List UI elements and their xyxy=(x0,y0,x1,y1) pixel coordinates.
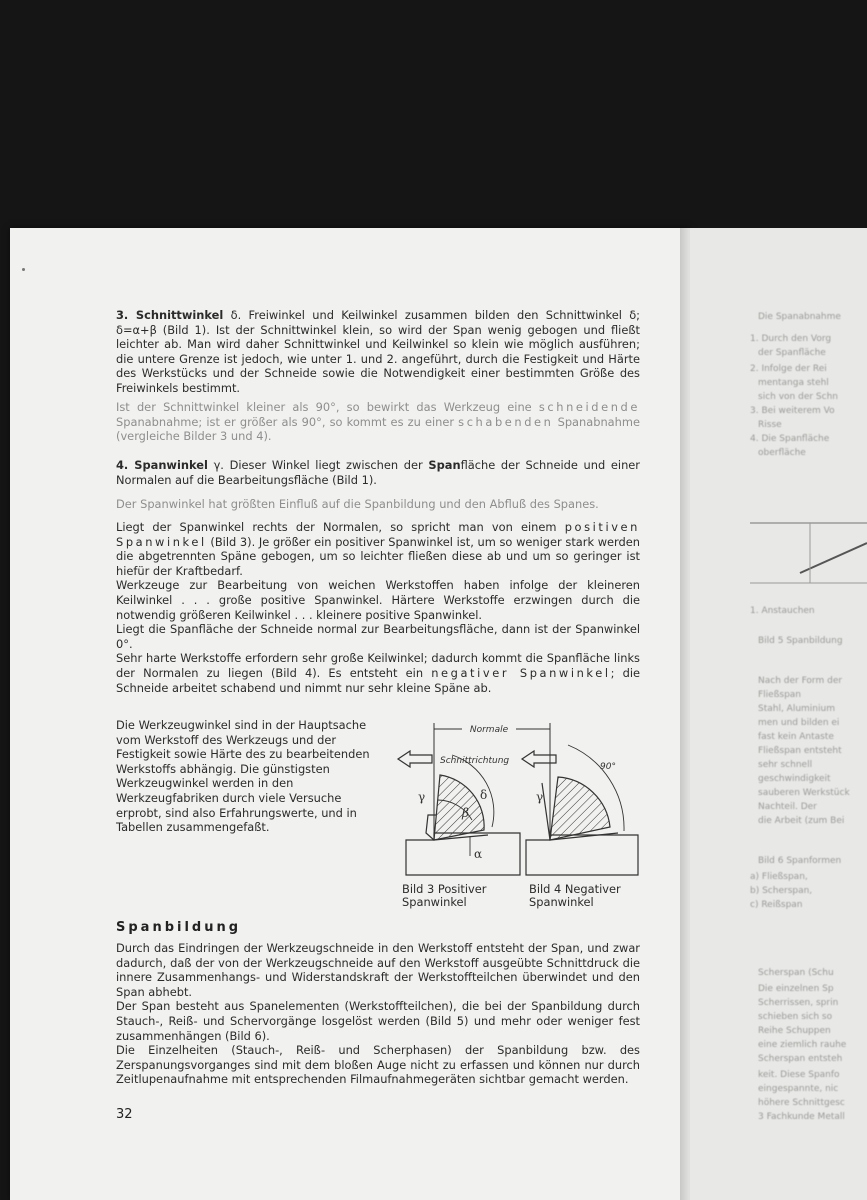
note-text: Ist der Schnittwinkel kleiner als 90°, so bewirkt das Werkzeug eine xyxy=(116,400,532,414)
right-page-fragment: oberfläche xyxy=(758,448,806,458)
spanbildung-p2: Der Span besteht aus Spanelementen (Werkstoffteilchen), die bei der Spanbildung durch Stauch-, Reiß- und Schervorgänge losgelöst werden (Bild 5) und mehr oder weniger fest zusammenhängen (Bild 6). xyxy=(116,999,640,1043)
section3-note xyxy=(116,400,640,444)
section4-bold: Span xyxy=(428,458,461,472)
label-gamma-4: γ xyxy=(536,790,544,804)
right-page-fragment: 2. Infolge der Rei xyxy=(750,364,827,374)
caption3-line2: Spanwinkel xyxy=(402,895,467,909)
tool-angle-figure xyxy=(392,715,652,885)
section4-p3: Liegt die Spanfläche der Schneide normal zur Bearbeitungsfläche, dann ist der Spanwinkel 0°. xyxy=(116,622,640,651)
right-page-fragment: Bild 5 Spanbildung xyxy=(758,636,843,646)
label-delta: δ xyxy=(480,788,488,802)
label-90: 90° xyxy=(600,762,616,772)
section3-title: 3. Schnittwinkel xyxy=(116,308,224,322)
right-page-fragment: die Arbeit (zum Bei xyxy=(758,816,845,826)
right-page-fragment: Nachteil. Der xyxy=(758,802,817,812)
section4-text: γ. Dieser Winkel liegt zwischen der xyxy=(213,458,423,472)
right-page-fragment: 4. Die Spanfläche xyxy=(750,434,830,444)
right-page-fragment: 3. Bei weiterem Vo xyxy=(750,406,835,416)
speck xyxy=(22,268,25,271)
right-page-fragment: der Spanfläche xyxy=(758,348,826,358)
section4-p1 xyxy=(116,520,640,578)
section3-text: δ. Freiwinkel und Keilwinkel zusammen bilden den Schnittwinkel δ; δ=α+β (Bild 1). Ist der Schnittwinkel klein, so wird der Span wenig gebogen und fließt leichter ab. Man wird daher Schnittwinkel und Keilwinkel so klein wie möglich ausführen; die untere Grenze ist jedoch, wie unter 1. und 2. angeführt, durch die Festigkeit und Härte des Werkstücks und der Schneide sowie die Notwendigkeit einer bestimmten Größe des Freiwinkels bestimmt. xyxy=(116,308,641,395)
right-page-fragment: Stahl, Aluminium xyxy=(758,704,835,714)
right-page-fragment: a) Fließspan, xyxy=(750,872,808,882)
note-text: Spanabnahme; ist er größer als 90°, so kommt es zu einer xyxy=(116,414,455,429)
label-schnittrichtung: Schnittrichtung xyxy=(440,756,510,766)
section4-paragraph xyxy=(116,458,640,487)
right-page-fragment: Reihe Schuppen xyxy=(758,1026,831,1036)
right-page-fragment: sauberen Werkstück xyxy=(758,788,850,798)
cut-direction-arrow-right xyxy=(522,751,556,767)
section4-title: 4. Spanwinkel xyxy=(116,458,208,472)
right-page-fragment: schieben sich so xyxy=(758,1012,833,1022)
right-page-fragment: fast kein Antaste xyxy=(758,732,834,742)
label-alpha: α xyxy=(474,847,483,861)
section4-body xyxy=(116,520,640,695)
right-page-fragment: Fließspan entsteht xyxy=(758,746,842,756)
right-page-fragment: 3 Fachkunde Metall xyxy=(758,1112,845,1122)
right-page-fragment: Nach der Form der xyxy=(758,676,843,686)
right-page-fragment: sehr schnell xyxy=(758,760,813,770)
right-page-fragment: keit. Diese Spanfo xyxy=(758,1070,840,1080)
caption4-line2: Spanwinkel xyxy=(529,895,594,909)
section3-paragraph xyxy=(116,308,640,396)
right-page-fragment: 1. Anstauchen xyxy=(750,606,815,616)
caption4-line1: Bild 4 Negativer xyxy=(529,882,621,896)
right-page-fragment: mentanga stehl xyxy=(758,378,829,388)
right-page-fragment: Die Spanabnahme xyxy=(758,312,841,322)
right-page-fragment: c) Reißspan xyxy=(750,900,803,910)
right-page xyxy=(690,228,867,1200)
p1-emphasis: positiven Spanwinkel xyxy=(116,520,640,549)
right-page-fragment: eine ziemlich rauhe xyxy=(758,1040,847,1050)
note-text: Spanabnahme (vergleiche Bilder 3 und 4). xyxy=(116,414,640,444)
tool-wedge-3 xyxy=(434,775,484,840)
right-page-fragment: Risse xyxy=(758,420,782,430)
caption-bild3 xyxy=(402,883,486,909)
spanbildung-heading: Spanbildung xyxy=(116,920,242,935)
label-beta: β xyxy=(462,806,469,820)
right-page-fragment: sich von der Schn xyxy=(758,392,838,402)
label-normale: Normale xyxy=(469,725,509,735)
p1-text: (Bild 3). Je größer ein positiver Spanwinkel ist, um so weniger stark werden die abgetrennten Späne gebogen, um so leichter fließen diese ab und um so geringer ist hiefür der Kraftbedarf. xyxy=(116,534,640,578)
right-page-fragment: Fließspan xyxy=(758,690,802,700)
right-page-fragment: höhere Schnittgesc xyxy=(758,1098,845,1108)
workpiece-3 xyxy=(406,833,520,875)
right-page-fragment: Die einzelnen Sp xyxy=(758,984,834,994)
right-page-fragment: men und bilden ei xyxy=(758,718,840,728)
caption-bild4 xyxy=(529,883,621,909)
section4-p2: Werkzeuge zur Bearbeitung von weichen Werkstoffen haben infolge der kleineren Keilwinkel . . . große positive Spanwinkel. Härtere Werkstoffe erzwingen durch die notwendig größeren Keilwinkel . . . kleinere positive Spanwinkel. xyxy=(116,578,640,622)
page-number: 32 xyxy=(116,1107,133,1122)
caption3-line1: Bild 3 Positiver xyxy=(402,882,487,896)
spanbildung-body xyxy=(116,941,640,1087)
right-page-figure xyxy=(750,483,867,603)
note-emphasis: schneidende xyxy=(538,400,640,414)
tool-wedge-4 xyxy=(550,777,610,840)
cut-direction-arrow-left xyxy=(398,751,432,767)
note-emphasis: schabenden xyxy=(458,414,554,429)
label-gamma-3: γ xyxy=(418,790,426,804)
p1-text: Liegt der Spanwinkel rechts der Normalen, so spricht man von einem xyxy=(116,520,557,534)
right-page-fragment: Scherrissen, sprin xyxy=(758,998,839,1008)
spanbildung-p1: Durch das Eindringen der Werkzeugschneide in den Werkstoff entsteht der Span, und zwar dadurch, daß der von der Werkzeugschneide auf den Werkstoff ausgeübte Schnittdruck die innere Zusammenhangs- und Widerstandskraft der Werkstoffteilchen überwindet und den Span abhebt. xyxy=(116,941,640,999)
spanbildung-p3: Die Einzelheiten (Stauch-, Reiß- und Scherphasen) der Spanbildung bzw. des Zerspanungsvorganges sind mit dem bloßen Auge nicht zu erfassen und können nur durch Zeitlupenaufnahme mit entsprechenden Filmaufnahmegeräten sichtbar gemacht werden. xyxy=(116,1043,640,1087)
p4-text: ; die Schneide arbeitet schabend und nimmt nur sehr kleine Späne ab. xyxy=(116,665,641,695)
tool-face-4 xyxy=(542,783,550,840)
p4-emphasis: negativer Spanwinkel xyxy=(431,665,611,680)
section4-p4 xyxy=(116,651,640,695)
right-page-fragment: b) Scherspan, xyxy=(750,886,813,896)
right-page-fragment: Scherspan (Schu xyxy=(758,968,834,978)
right-page-fragment: Bild 6 Spanformen xyxy=(758,856,842,866)
right-page-fragment: Scherspan entsteh xyxy=(758,1054,843,1064)
section4-note: Der Spanwinkel hat größten Einfluß auf die Spanbildung und den Abfluß des Spanes. xyxy=(116,497,599,511)
right-page-fragment: 1. Durch den Vorg xyxy=(750,334,832,344)
sidebar-text: Die Werkzeugwinkel sind in der Hauptsache vom Werkstoff des Werkzeugs und der Festigkeit sowie Härte des zu bearbeitenden Werkstoffs abhängig. Die günstigsten Werkzeugwinkel werden in den Werkzeugfabriken durch viele Versuche erprobt, sind also Erfahrungswerte, und in Tabellen zusammengefaßt. xyxy=(116,718,370,835)
workpiece-4 xyxy=(526,835,638,875)
right-page-fragment: geschwindigkeit xyxy=(758,774,831,784)
p4-text: Sehr harte Werkstoffe erfordern sehr große Keilwinkel; dadurch kommt die Spanfläche links der Normalen zu liegen (Bild 4). Es entsteht ein xyxy=(116,651,640,680)
right-page-fragment: eingespannte, nic xyxy=(758,1084,839,1094)
section4-text: fläche der Schneide und einer Normalen auf die Bearbeitungsfläche (Bild 1). xyxy=(116,458,640,487)
